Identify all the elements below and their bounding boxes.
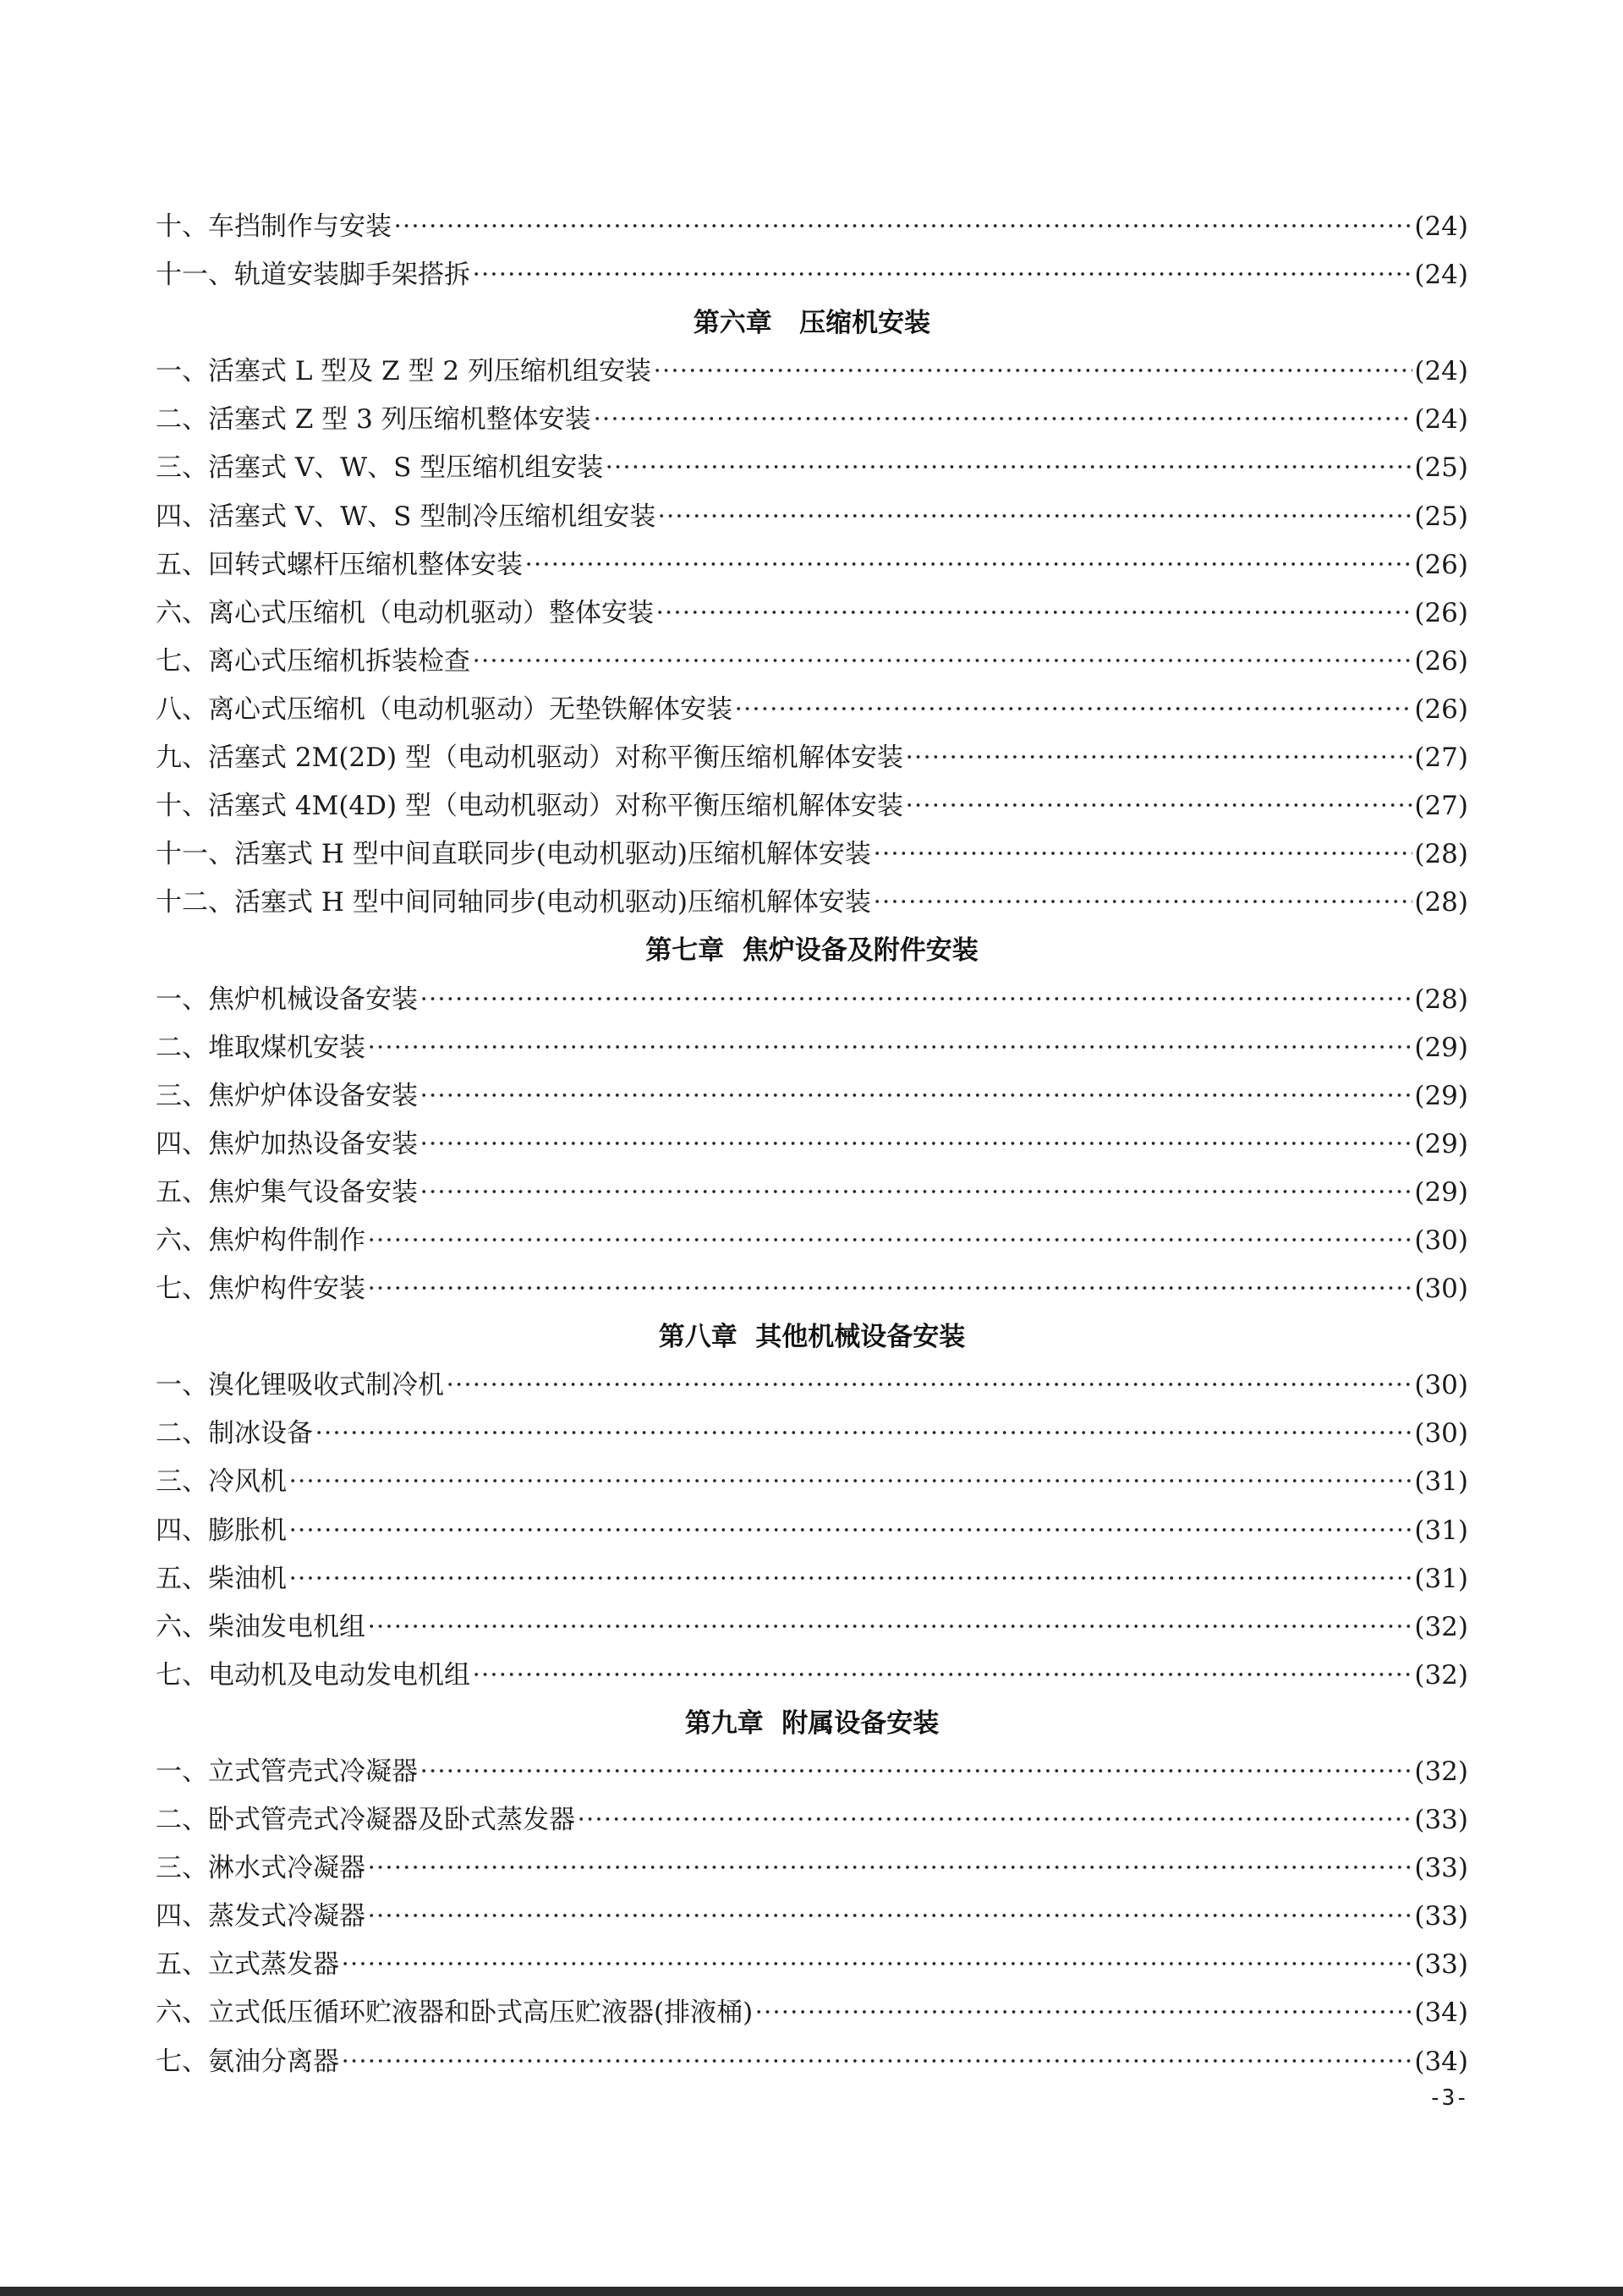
chapter-heading: 第七章 焦炉设备及附件安装 — [645, 935, 979, 967]
toc-entry — [156, 1410, 1468, 1458]
toc-entry-page: (24) — [1414, 404, 1468, 436]
toc-entry — [156, 1989, 1468, 2037]
toc-entry-label: 七、电动机及电动发电机组 — [156, 1659, 470, 1690]
toc-entry — [156, 1362, 1468, 1410]
toc-entry-page: (31) — [1414, 1563, 1468, 1594]
toc-entry — [156, 879, 1468, 927]
toc-entry-label: 七、离心式压缩机拆装检查 — [156, 645, 470, 677]
toc-entry-label: 五、回转式螺杆压缩机整体安装 — [156, 549, 523, 580]
toc-entry-page: (33) — [1414, 1853, 1468, 1884]
dot-leader — [288, 1477, 1412, 1485]
toc-entry-label: 十一、活塞式 H 型中间直联同步(电动机驱动)压缩机解体安装 — [156, 839, 871, 870]
toc-entry — [156, 1265, 1468, 1313]
toc-entry — [156, 589, 1468, 638]
dot-leader — [605, 463, 1412, 471]
chapter-heading: 第六章 压缩机安装 — [693, 308, 931, 339]
toc-entry — [156, 348, 1468, 396]
toc-entry-page: (28) — [1414, 839, 1468, 870]
toc-entry-page: (32) — [1414, 1611, 1468, 1642]
dot-leader — [367, 1236, 1412, 1244]
toc-entry — [156, 1796, 1468, 1844]
toc-entry-label: 三、活塞式 V、W、S 型压缩机组安装 — [156, 452, 604, 484]
toc-entry-label: 十二、活塞式 H 型中间同轴同步(电动机驱动)压缩机解体安装 — [156, 887, 871, 918]
toc-entry — [156, 1941, 1468, 1989]
dot-leader — [419, 1767, 1412, 1775]
toc-entry-page: (33) — [1414, 1949, 1468, 1981]
toc-entry-label: 三、冷风机 — [156, 1466, 287, 1498]
toc-entry — [156, 1844, 1468, 1893]
toc-entry-page: (29) — [1414, 1176, 1468, 1208]
toc-entry — [156, 1024, 1468, 1072]
toc-entry-label: 六、立式低压循环贮液器和卧式高压贮液器(排液桶) — [156, 1997, 754, 2029]
bottom-rule — [0, 2287, 1623, 2296]
toc-entry-page: (28) — [1414, 984, 1468, 1015]
dot-leader — [419, 1091, 1412, 1099]
toc-entry-page: (27) — [1414, 791, 1468, 822]
toc-entry-label: 三、焦炉炉体设备安装 — [156, 1080, 418, 1111]
chapter-heading: 第八章 其他机械设备安装 — [658, 1322, 966, 1353]
toc-entry — [156, 1217, 1468, 1265]
dot-leader — [367, 1863, 1412, 1871]
toc-entry-page: (26) — [1414, 597, 1468, 628]
toc-entry — [156, 830, 1468, 879]
toc-entry-page: (31) — [1414, 1515, 1468, 1546]
dot-leader — [367, 1911, 1412, 1920]
toc-entry-page: (24) — [1414, 260, 1468, 291]
toc-entry-label: 六、柴油发电机组 — [156, 1611, 365, 1642]
toc-entry-page: (33) — [1414, 1805, 1468, 1836]
toc-entry-page: (31) — [1414, 1466, 1468, 1498]
table-of-contents — [156, 203, 1468, 2086]
toc-entry-label: 十、车挡制作与安装 — [156, 211, 392, 242]
toc-entry — [156, 444, 1468, 492]
toc-entry-page: (26) — [1414, 645, 1468, 677]
toc-entry-page: (28) — [1414, 887, 1468, 918]
toc-entry-page: (26) — [1414, 549, 1468, 580]
dot-leader — [367, 1043, 1412, 1051]
page-number: -3- — [1428, 2085, 1468, 2111]
toc-entry-label: 一、活塞式 L 型及 Z 型 2 列压缩机组安装 — [156, 356, 651, 387]
toc-entry — [156, 2038, 1468, 2086]
toc-entry-page: (29) — [1414, 1080, 1468, 1111]
dot-leader — [315, 1428, 1412, 1437]
toc-entry-label: 一、焦炉机械设备安装 — [156, 984, 418, 1015]
toc-entry-page: (30) — [1414, 1274, 1468, 1305]
chapter-heading: 第九章 附属设备安装 — [684, 1707, 940, 1739]
toc-entry-page: (34) — [1414, 2046, 1468, 2077]
toc-entry — [156, 782, 1468, 830]
dot-leader — [446, 1380, 1412, 1389]
dot-leader — [472, 656, 1412, 665]
dot-leader — [657, 512, 1412, 520]
dot-leader — [655, 608, 1412, 616]
toc-entry — [156, 1555, 1468, 1603]
dot-leader — [754, 2008, 1412, 2016]
toc-entry-page: (29) — [1414, 1032, 1468, 1063]
toc-entry-label: 七、氨油分离器 — [156, 2046, 339, 2077]
dot-leader — [419, 1187, 1412, 1196]
toc-entry — [156, 1169, 1468, 1217]
toc-entry-label: 一、立式管壳式冷凝器 — [156, 1756, 418, 1787]
toc-entry-label: 四、膨胀机 — [156, 1515, 287, 1546]
toc-entry-label: 四、焦炉加热设备安装 — [156, 1128, 418, 1159]
dot-leader — [419, 1139, 1412, 1148]
dot-leader — [288, 1574, 1412, 1582]
toc-entry — [156, 1603, 1468, 1652]
toc-entry-label: 四、活塞式 V、W、S 型制冷压缩机组安装 — [156, 501, 656, 532]
dot-leader — [734, 704, 1412, 713]
dot-leader — [472, 1670, 1412, 1679]
toc-entry-page: (32) — [1414, 1659, 1468, 1690]
dot-leader — [367, 1622, 1412, 1630]
toc-entry-label: 三、淋水式冷凝器 — [156, 1853, 365, 1884]
toc-entry-page: (24) — [1414, 211, 1468, 242]
toc-entry — [156, 1072, 1468, 1121]
toc-entry-page: (27) — [1414, 743, 1468, 774]
toc-entry-page: (34) — [1414, 1997, 1468, 2029]
toc-entry — [156, 1458, 1468, 1506]
dot-leader — [341, 1959, 1412, 1968]
dot-leader — [593, 414, 1413, 423]
toc-entry — [156, 203, 1468, 251]
dot-leader — [873, 897, 1412, 906]
toc-entry-page: (25) — [1414, 501, 1468, 532]
toc-entry-page: (24) — [1414, 356, 1468, 387]
dot-leader — [393, 222, 1412, 230]
toc-entry-label: 六、焦炉构件制作 — [156, 1225, 365, 1256]
dot-leader — [577, 1815, 1412, 1823]
toc-entry — [156, 1507, 1468, 1555]
toc-entry — [156, 686, 1468, 734]
toc-entry — [156, 1652, 1468, 1700]
dot-leader — [524, 560, 1412, 568]
dot-leader — [905, 753, 1412, 761]
toc-entry-label: 十一、轨道安装脚手架搭拆 — [156, 260, 470, 291]
toc-entry-page: (26) — [1414, 693, 1468, 725]
toc-entry-label: 一、溴化锂吸收式制冷机 — [156, 1370, 444, 1401]
toc-entry-page: (25) — [1414, 452, 1468, 484]
toc-entry-page: (30) — [1414, 1370, 1468, 1401]
toc-entry-label: 五、柴油机 — [156, 1563, 287, 1594]
toc-entry-label: 五、焦炉集气设备安装 — [156, 1176, 418, 1208]
toc-entry — [156, 638, 1468, 686]
toc-entry-page: (30) — [1414, 1225, 1468, 1256]
toc-entry-label: 二、活塞式 Z 型 3 列压缩机整体安装 — [156, 404, 591, 436]
toc-entry-page: (30) — [1414, 1418, 1468, 1449]
dot-leader — [873, 849, 1412, 858]
toc-entry — [156, 541, 1468, 589]
dot-leader — [341, 2057, 1412, 2065]
toc-entry-label: 十、活塞式 4M(4D) 型（电动机驱动）对称平衡压缩机解体安装 — [156, 791, 903, 822]
toc-entry — [156, 1748, 1468, 1796]
dot-leader — [472, 270, 1412, 278]
toc-entry-label: 二、堆取煤机安装 — [156, 1032, 365, 1063]
dot-leader — [288, 1526, 1412, 1534]
toc-entry — [156, 493, 1468, 541]
toc-entry — [156, 396, 1468, 444]
toc-entry-label: 二、制冰设备 — [156, 1418, 313, 1449]
toc-entry-label: 二、卧式管壳式冷凝器及卧式蒸发器 — [156, 1805, 575, 1836]
toc-entry-label: 九、活塞式 2M(2D) 型（电动机驱动）对称平衡压缩机解体安装 — [156, 743, 903, 774]
toc-entry — [156, 1121, 1468, 1169]
toc-entry-label: 五、立式蒸发器 — [156, 1949, 339, 1981]
dot-leader — [653, 366, 1412, 375]
toc-entry — [156, 1893, 1468, 1941]
toc-entry-page: (33) — [1414, 1901, 1468, 1932]
dot-leader — [905, 801, 1412, 809]
toc-entry — [156, 251, 1468, 299]
toc-entry-label: 六、离心式压缩机（电动机驱动）整体安装 — [156, 597, 654, 628]
toc-entry-page: (29) — [1414, 1128, 1468, 1159]
dot-leader — [419, 995, 1412, 1003]
toc-entry-label: 四、蒸发式冷凝器 — [156, 1901, 365, 1932]
dot-leader — [367, 1284, 1412, 1292]
toc-entry-label: 七、焦炉构件安装 — [156, 1274, 365, 1305]
toc-entry — [156, 976, 1468, 1024]
toc-entry-label: 八、离心式压缩机（电动机驱动）无垫铁解体安装 — [156, 693, 732, 725]
toc-entry — [156, 734, 1468, 782]
toc-entry-page: (32) — [1414, 1756, 1468, 1787]
